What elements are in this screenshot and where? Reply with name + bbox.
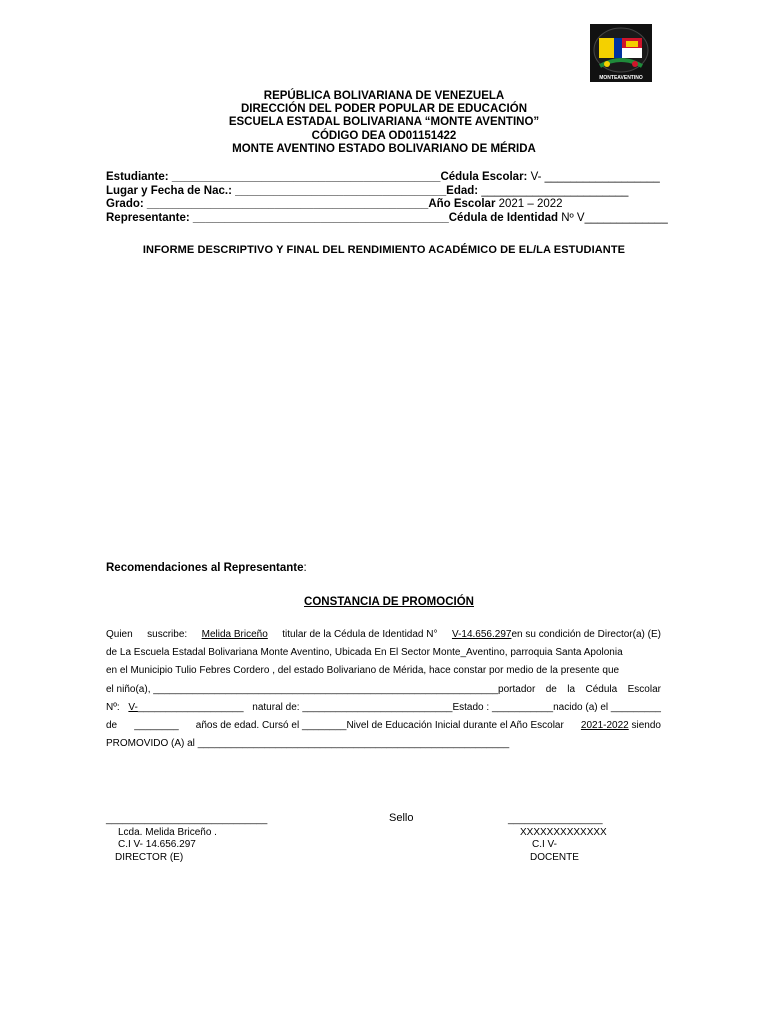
ano-escolar-label: Año Escolar (428, 198, 496, 210)
docente-signature-name: XXXXXXXXXXXXX (520, 826, 607, 838)
cedula-escolar-group (128, 699, 243, 717)
ano-escolar-value: 2021 – 2022 (495, 198, 563, 210)
body-cedula-blank: ___________________ (137, 701, 244, 713)
lugar-fecha-blank: _________________________________ (231, 184, 447, 197)
estudiante-blank: __________________________________________ (168, 171, 441, 183)
estudiante-label: Estudiante: (106, 171, 169, 183)
header-line-location: MONTE AVENTINO ESTADO BOLIVARIANO DE MÉRIDA (232, 142, 536, 155)
edad-value: _______________________ (478, 184, 629, 197)
document-header (0, 90, 768, 156)
informe-title: INFORME DESCRIPTIVO Y FINAL DEL RENDIMIENTO ACADÉMICO DE EL/LA ESTUDIANTE (142, 244, 626, 256)
body-quien: Quien (106, 629, 133, 640)
body-no: Nº: (106, 701, 120, 713)
body-titular: titular de la Cédula de Identidad N° (282, 629, 438, 640)
body-condicion: en su condición de Director(a) (E) (511, 629, 661, 640)
constancia-title: CONSTANCIA DE PROMOCIÓN (304, 596, 474, 608)
header-line-codigo: CÓDIGO DEA OD01151422 (311, 129, 457, 142)
signature-docente (508, 814, 607, 864)
header-line-escuela: ESCUELA ESTADAL BOLIVARIANA “MONTE AVENTINO” (228, 116, 540, 129)
body-siendo: siendo (631, 720, 661, 732)
cedula-escolar-value: V- __________________ (527, 171, 660, 183)
grado-label: Grado: (106, 198, 144, 210)
director-ci: V-14.656.297 (451, 629, 512, 640)
body-line-3 (106, 662, 661, 680)
body-promovido: PROMOVIDO (A) al (106, 738, 195, 750)
body-edad-blank: ________ (134, 720, 179, 732)
field-row-representante (106, 212, 666, 226)
representante-label: Representante: (106, 211, 190, 224)
cedula-identidad-label: Cédula de Identidad (448, 211, 559, 224)
body-v-prefix: V- (128, 701, 138, 713)
docente-signature-role: DOCENTE (530, 851, 579, 863)
body-curso: años de edad. Cursó el ________Nivel de Educación Inicial durante el Año Escolar (195, 720, 564, 732)
body-line-2 (106, 644, 661, 662)
logo-brand-text: MONTEAVENTINO (599, 75, 643, 81)
body-line-6 (106, 717, 661, 735)
director-signature-name: Lcda. Melida Briceño . (118, 826, 217, 838)
field-row-grado (106, 198, 666, 212)
director-name: Melida Briceño (201, 629, 268, 640)
school-logo (590, 24, 652, 82)
signature-director (106, 814, 267, 864)
body-cedula: Cédula (585, 683, 618, 695)
lugar-fecha-label: Lugar y Fecha de Nac.: (106, 184, 232, 197)
header-line-republic: REPÚBLICA BOLIVARIANA DE VENEZUELA (263, 90, 505, 102)
representante-blank: ________________________________________ (189, 211, 449, 224)
director-signature-role: DIRECTOR (E) (115, 851, 184, 863)
grado-blank: ____________________________________________ (143, 198, 429, 210)
constancia-body (106, 626, 661, 753)
cedula-escolar-label: Cédula Escolar: (440, 171, 528, 183)
body-nino: el niño(a), ______________________________________________________________portador (106, 683, 536, 695)
recomendaciones-label: Recomendaciones al Representante (106, 562, 304, 574)
body-line-7 (106, 735, 661, 753)
body-escolar: Escolar (627, 683, 661, 695)
body-line-5 (106, 699, 661, 717)
student-fields (106, 171, 666, 225)
recomendaciones-heading (106, 562, 307, 574)
docente-signature-line: _________________ (508, 814, 603, 825)
director-signature-line: _____________________________ (106, 814, 268, 825)
body-line-4 (106, 681, 661, 699)
body-de: de (545, 683, 557, 695)
docente-signature-ci: C.I V- (532, 839, 558, 850)
body-line-1 (106, 626, 661, 644)
body-municipio: en el Municipio Tulio Febres Cordero , del estado Bolivariano de Mérida, hace constar por medio de la presente que (106, 665, 620, 677)
field-row-estudiante (106, 171, 666, 185)
body-de-edad: de (106, 720, 118, 732)
body-ano-escolar: 2021-2022 (580, 720, 629, 732)
body-suscribe: suscribe: (147, 629, 188, 640)
edad-label: Edad: (446, 184, 479, 197)
body-la: la (567, 683, 576, 695)
field-row-lugar-fecha (106, 185, 666, 199)
cedula-identidad-value: Nº V_____________ (558, 211, 668, 224)
sello-label: Sello (389, 812, 414, 824)
recomendaciones-colon: : (303, 562, 307, 574)
director-signature-ci: C.I V- 14.656.297 (118, 839, 196, 850)
body-natural-de: natural de: ___________________________Estado : ___________nacido (a) el _________ (252, 701, 661, 713)
ano-escolar-group (581, 717, 661, 735)
body-promovido-blank: ________________________________________________________ (197, 738, 510, 750)
director-ci-group (452, 626, 661, 644)
header-line-direccion: DIRECCIÓN DEL PODER POPULAR DE EDUCACIÓN (240, 103, 528, 116)
body-escuela: de La Escuela Estadal Bolivariana Monte Aventino, Ubicada En El Sector Monte_Aventino, parroquia Santa Apolonia (106, 647, 623, 659)
